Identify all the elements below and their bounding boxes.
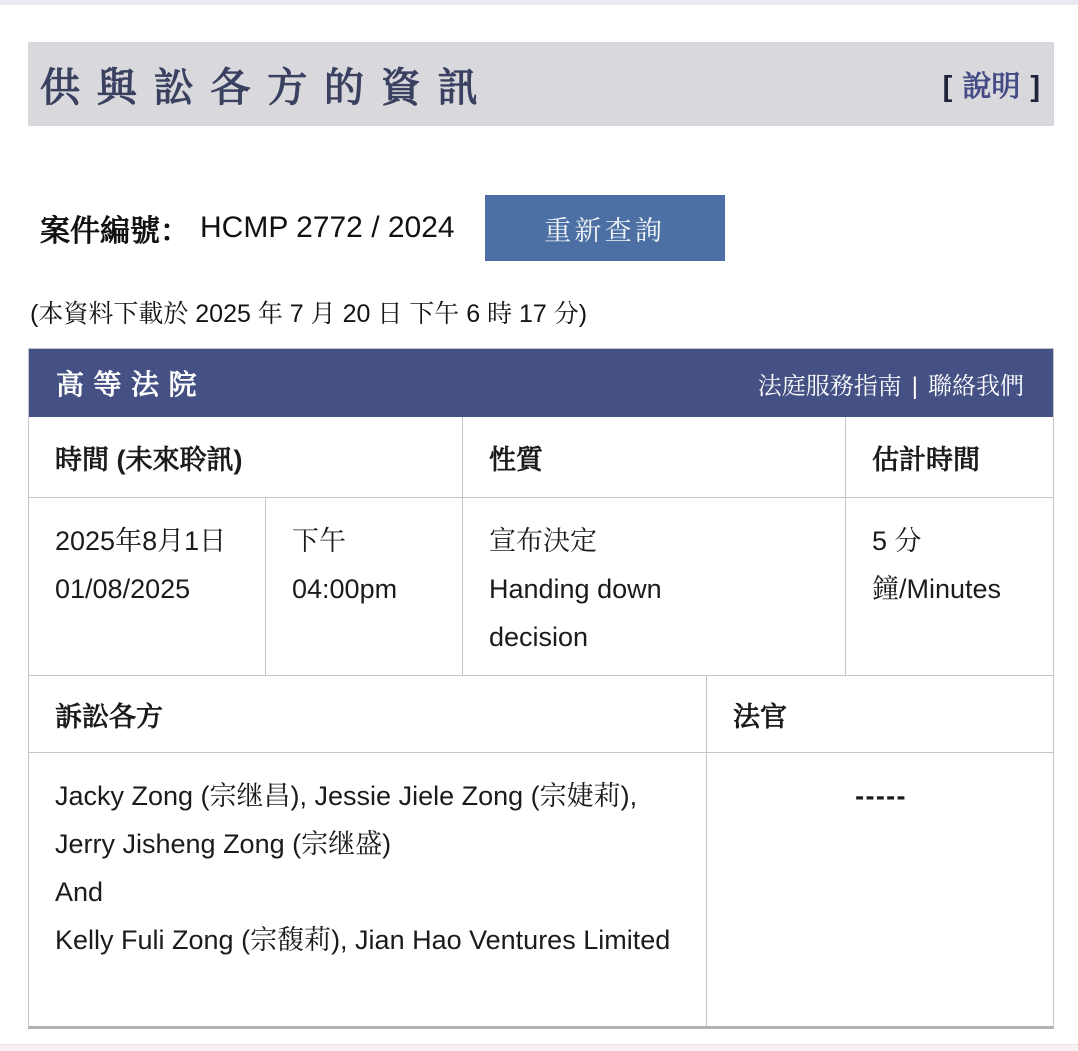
requery-button[interactable]: 重新查詢	[485, 195, 725, 261]
judge-cell	[706, 753, 1053, 1026]
parties-header-row	[29, 675, 1053, 752]
parties-data-row	[29, 752, 1053, 1026]
hearing-date-zh: 2025年8月1日	[55, 526, 227, 556]
hearing-time: 04:00pm	[292, 574, 398, 604]
hearing-time-cell	[265, 498, 462, 675]
case-query-row	[40, 195, 1054, 261]
parties-line: Jacky Zong (宗继昌), Jessie Jiele Zong (宗婕莉), Jerry Jisheng Zong (宗继盛)	[55, 781, 638, 859]
parties-line: Kelly Fuli Zong (宗馥莉), Jian Hao Ventures Limited	[55, 925, 671, 955]
col-header-nature: 性質	[462, 417, 845, 497]
court-hearing-panel	[28, 348, 1054, 1029]
hearing-nature-en: Handing down decision	[489, 574, 662, 652]
help-link[interactable]	[943, 64, 1040, 105]
page-top-strip	[0, 0, 1078, 5]
col-header-judge: 法官	[706, 676, 1053, 752]
case-number-label: 案件編號：	[40, 215, 190, 248]
page-title: 供與訟各方的資訊	[40, 65, 495, 110]
col-header-time: 時間 (未來聆訊)	[55, 444, 243, 475]
hearing-date-numeric: 01/08/2025	[55, 574, 191, 604]
hearing-data-row	[29, 497, 1053, 675]
hearing-nature-zh: 宣布決定	[489, 526, 597, 556]
help-link-label[interactable]: 說明	[962, 70, 1021, 103]
case-number-value: HCMP 2772 / 2024	[200, 211, 455, 244]
link-separator: |	[911, 372, 918, 400]
hearing-duration-en: 鐘/Minutes	[872, 574, 1002, 604]
judge-value: -----	[855, 781, 907, 811]
help-bracket-open: [	[942, 70, 953, 103]
hearing-date-cell	[29, 498, 265, 675]
hearing-duration-zh: 5 分	[872, 526, 922, 556]
parties-cell	[29, 753, 706, 1026]
col-header-duration: 估計時間	[845, 417, 1053, 497]
hearing-duration-cell	[845, 498, 1053, 675]
hearing-period: 下午	[292, 526, 346, 556]
parties-line: And	[55, 877, 104, 907]
court-name: 高等法院	[56, 369, 207, 400]
download-note: (本資料下載於 2025 年 7 月 20 日 下午 6 時 17 分)	[30, 300, 588, 328]
court-header-bar	[29, 349, 1053, 417]
hearing-header-row	[29, 417, 1053, 497]
contact-us-link[interactable]: 聯絡我們	[928, 372, 1024, 400]
page-footer-strip	[0, 1044, 1078, 1051]
col-header-parties: 訴訟各方	[55, 701, 163, 732]
hearing-nature-cell	[462, 498, 845, 675]
court-header-links	[758, 366, 1024, 401]
help-bracket-close: ]	[1030, 70, 1040, 103]
page-title-bar	[28, 42, 1054, 126]
court-services-link[interactable]: 法庭服務指南	[757, 372, 902, 400]
